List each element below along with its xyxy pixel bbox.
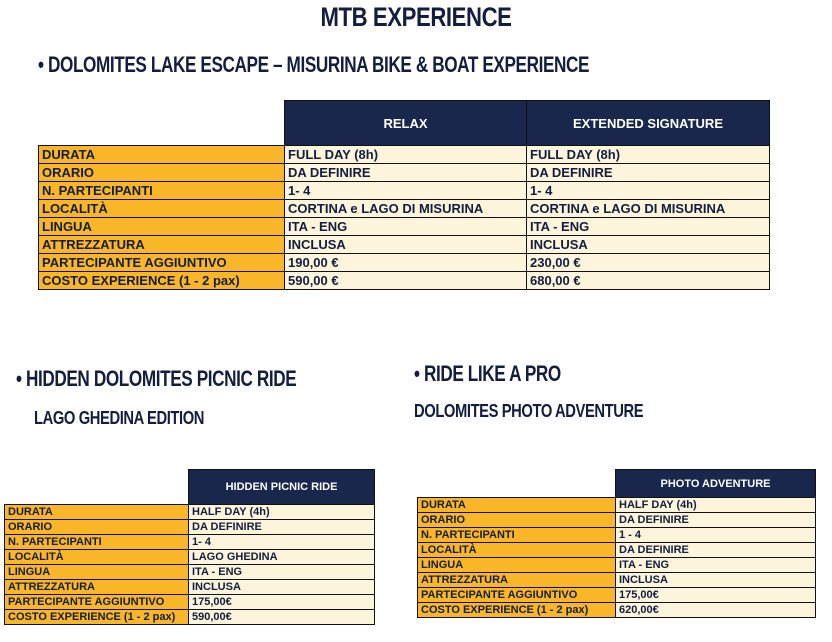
column-header: PHOTO ADVENTURE [616,470,816,498]
table-row [418,573,816,588]
row-label: N. PARTECIPANTI [5,535,189,550]
row-label: LINGUA [5,565,189,580]
table-row [418,513,816,528]
table-row [418,558,816,573]
row-label: COSTO EXPERIENCE (1 - 2 pax) [5,610,189,625]
header-blank-cell [5,470,189,505]
row-value: LAGO GHEDINA [189,550,375,565]
row-label: ATTREZZATURA [39,236,285,254]
row-value: 175,00€ [616,588,816,603]
table-row [5,610,375,625]
row-value: 590,00 € [285,272,527,290]
section-subtitle-pro: DOLOMITES PHOTO ADVENTURE [414,401,644,421]
row-label: ORARIO [39,164,285,182]
row-label: LOCALITÀ [5,550,189,565]
section-subtitle-picnic: LAGO GHEDINA EDITION [34,408,205,428]
row-label: DURATA [39,146,285,164]
row-label: DURATA [5,505,189,520]
row-value: ITA - ENG [616,558,816,573]
row-value: HALF DAY (4h) [189,505,375,520]
table-row [39,146,770,164]
row-value: FULL DAY (8h) [285,146,527,164]
table-row [5,550,375,565]
table-row [418,588,816,603]
row-value: DA DEFINIRE [616,513,816,528]
column-header: RELAX [285,101,527,146]
header-blank-cell [418,470,616,498]
row-label: LINGUA [418,558,616,573]
table-row [39,236,770,254]
table-row [5,595,375,610]
row-value: INCLUSA [285,236,527,254]
row-value: DA DEFINIRE [616,543,816,558]
row-label: N. PARTECIPANTI [418,528,616,543]
section-title-pro: • RIDE LIKE A PRO [414,361,561,386]
row-value: ITA - ENG [527,218,770,236]
table-row [39,272,770,290]
row-value: HALF DAY (4h) [616,498,816,513]
table-row [5,505,375,520]
row-value: 620,00€ [616,603,816,618]
row-label: COSTO EXPERIENCE (1 - 2 pax) [418,603,616,618]
page-title: MTB EXPERIENCE [320,2,512,32]
column-header: HIDDEN PICNIC RIDE [189,470,375,505]
row-label: ORARIO [5,520,189,535]
row-value: 1 - 4 [616,528,816,543]
table-row [39,200,770,218]
row-label: LOCALITÀ [39,200,285,218]
row-value: 230,00 € [527,254,770,272]
table-row [418,528,816,543]
row-value: INCLUSA [616,573,816,588]
table-dolomites [38,100,770,290]
row-value: 1- 4 [189,535,375,550]
column-header: EXTENDED SIGNATURE [527,101,770,146]
table-row [418,498,816,513]
row-value: 590,00€ [189,610,375,625]
row-label: PARTECIPANTE AGGIUNTIVO [418,588,616,603]
table-row [5,580,375,595]
header-blank-cell [39,101,285,146]
table-row [418,603,816,618]
row-value: 190,00 € [285,254,527,272]
row-label: COSTO EXPERIENCE (1 - 2 pax) [39,272,285,290]
row-label: N. PARTECIPANTI [39,182,285,200]
row-label: DURATA [418,498,616,513]
table-picnic [4,469,375,625]
table-row [39,218,770,236]
row-value: 680,00 € [527,272,770,290]
row-value: ITA - ENG [189,565,375,580]
row-value: DA DEFINIRE [189,520,375,535]
table-row [39,182,770,200]
table-pro [417,469,816,618]
row-value: INCLUSA [527,236,770,254]
row-value: 1- 4 [527,182,770,200]
row-label: ATTREZZATURA [5,580,189,595]
section-title-dolomites: • DOLOMITES LAKE ESCAPE – MISURINA BIKE & BOAT EXPERIENCE [38,52,590,77]
table-header-row [418,470,816,498]
section-title-picnic: • HIDDEN DOLOMITES PICNIC RIDE [16,366,297,391]
row-label: LOCALITÀ [418,543,616,558]
table-row [39,254,770,272]
row-label: PARTECIPANTE AGGIUNTIVO [39,254,285,272]
row-value: 1- 4 [285,182,527,200]
row-value: CORTINA e LAGO DI MISURINA [527,200,770,218]
row-label: LINGUA [39,218,285,236]
row-value: ITA - ENG [285,218,527,236]
row-value: DA DEFINIRE [285,164,527,182]
row-value: DA DEFINIRE [527,164,770,182]
table-row [39,164,770,182]
row-value: INCLUSA [189,580,375,595]
table-row [5,565,375,580]
table-row [418,543,816,558]
row-value: FULL DAY (8h) [527,146,770,164]
row-label: ATTREZZATURA [418,573,616,588]
table-row [5,520,375,535]
row-label: ORARIO [418,513,616,528]
table-row [5,535,375,550]
row-label: PARTECIPANTE AGGIUNTIVO [5,595,189,610]
row-value: CORTINA e LAGO DI MISURINA [285,200,527,218]
table-header-row [39,101,770,146]
row-value: 175,00€ [189,595,375,610]
table-header-row [5,470,375,505]
